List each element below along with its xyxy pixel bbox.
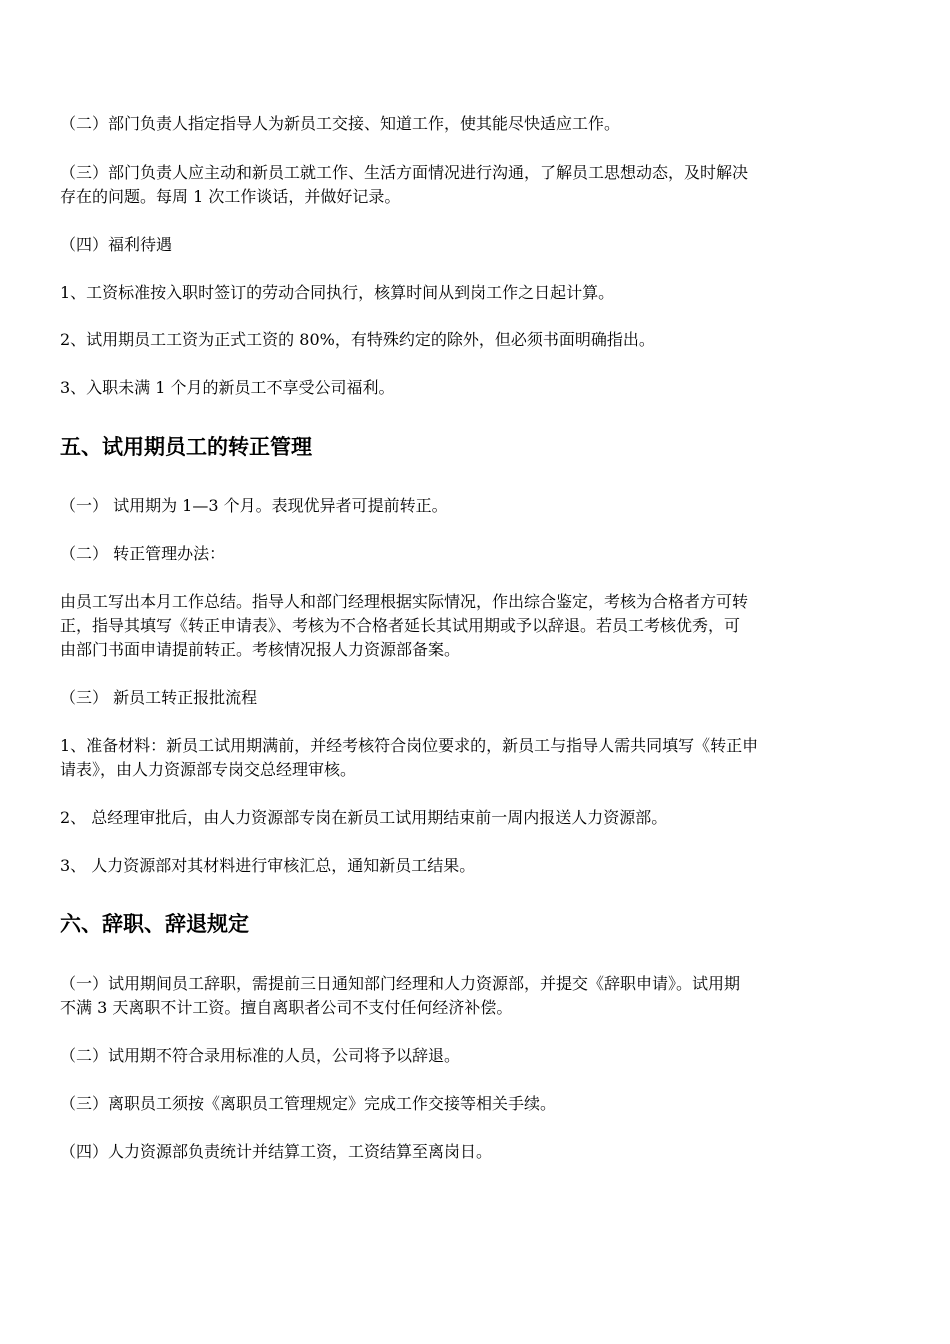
paragraph-hr-review: [60, 854, 890, 878]
text-line: 请表》，由人力资源部专岗交总经理审核。: [60, 760, 357, 779]
text-line: 不满 3 天离职不计工资。擅自离职者公司不支付任何经济补偿。: [60, 998, 513, 1017]
text-line: 2、 总经理审批后，由人力资源部专岗在新员工试用期结束前一周内报送人力资源部。: [60, 808, 668, 827]
paragraph-handover: [60, 1092, 890, 1116]
text-line: （三）部门负责人应主动和新员工就工作、生活方面情况进行沟通，了解员工思想动态，及时解决: [60, 163, 749, 182]
paragraph-guide-assignment: [60, 112, 890, 136]
text-line: （二）部门负责人指定指导人为新员工交接、知道工作，使其能尽快适应工作。: [60, 114, 621, 133]
text-line: （四）人力资源部负责统计并结算工资，工资结算至离岗日。: [60, 1142, 493, 1161]
paragraph-gm-approval: [60, 806, 890, 830]
section-heading-6: 六、辞职、辞退规定: [60, 912, 249, 936]
text-line: （三）离职员工须按《离职员工管理规定》完成工作交接等相关手续。: [60, 1094, 557, 1113]
text-line: （四）福利待遇: [60, 235, 173, 254]
paragraph-approval-flow-heading: [60, 686, 890, 710]
paragraph-regularization-method: [60, 542, 890, 566]
text-line: 1、准备材料：新员工试用期满前，并经考核符合岗位要求的，新员工与指导人需共同填写《转正申: [60, 736, 759, 755]
section-heading-5: 五、试用期员工的转正管理: [60, 435, 312, 459]
text-line: 3、 人力资源部对其材料进行审核汇总，通知新员工结果。: [60, 856, 476, 875]
paragraph-probation-period: [60, 494, 890, 518]
paragraph-final-salary: [60, 1140, 890, 1164]
paragraph-salary-standard: [60, 281, 890, 305]
paragraph-resignation: [60, 972, 890, 1020]
paragraph-dismissal: [60, 1044, 890, 1068]
text-line: （三） 新员工转正报批流程: [60, 688, 258, 707]
paragraph-welfare-eligibility: [60, 376, 890, 400]
paragraph-prepare-materials: [60, 734, 890, 782]
text-line: 由员工写出本月工作总结。指导人和部门经理根据实际情况，作出综合鉴定，考核为合格者方可转: [60, 592, 749, 611]
text-line: 由部门书面申请提前转正。考核情况报人力资源部备案。: [60, 640, 461, 659]
text-line: （二） 转正管理办法：: [60, 544, 226, 563]
text-line: 2、试用期员工工资为正式工资的 80%，有特殊约定的除外，但必须书面明确指出。: [60, 330, 655, 349]
paragraph-work-summary: [60, 590, 890, 662]
paragraph-probation-salary: [60, 328, 890, 352]
text-line: （二）试用期不符合录用标准的人员，公司将予以辞退。: [60, 1046, 461, 1065]
text-line: （一） 试用期为 1—3 个月。表现优异者可提前转正。: [60, 496, 448, 515]
paragraph-communication: [60, 161, 890, 209]
text-line: 正，指导其填写《转正申请表》、考核为不合格者延长其试用期或予以辞退。若员工考核优秀，可: [60, 616, 741, 635]
text-line: 存在的问题。每周 1 次工作谈话，并做好记录。: [60, 187, 401, 206]
text-line: （一）试用期间员工辞职，需提前三日通知部门经理和人力资源部，并提交《辞职申请》。试用期: [60, 974, 741, 993]
text-line: 1、工资标准按入职时签订的劳动合同执行，核算时间从到岗工作之日起计算。: [60, 283, 615, 302]
paragraph-welfare-heading: [60, 233, 890, 257]
text-line: 3、入职未满 1 个月的新员工不享受公司福利。: [60, 378, 395, 397]
